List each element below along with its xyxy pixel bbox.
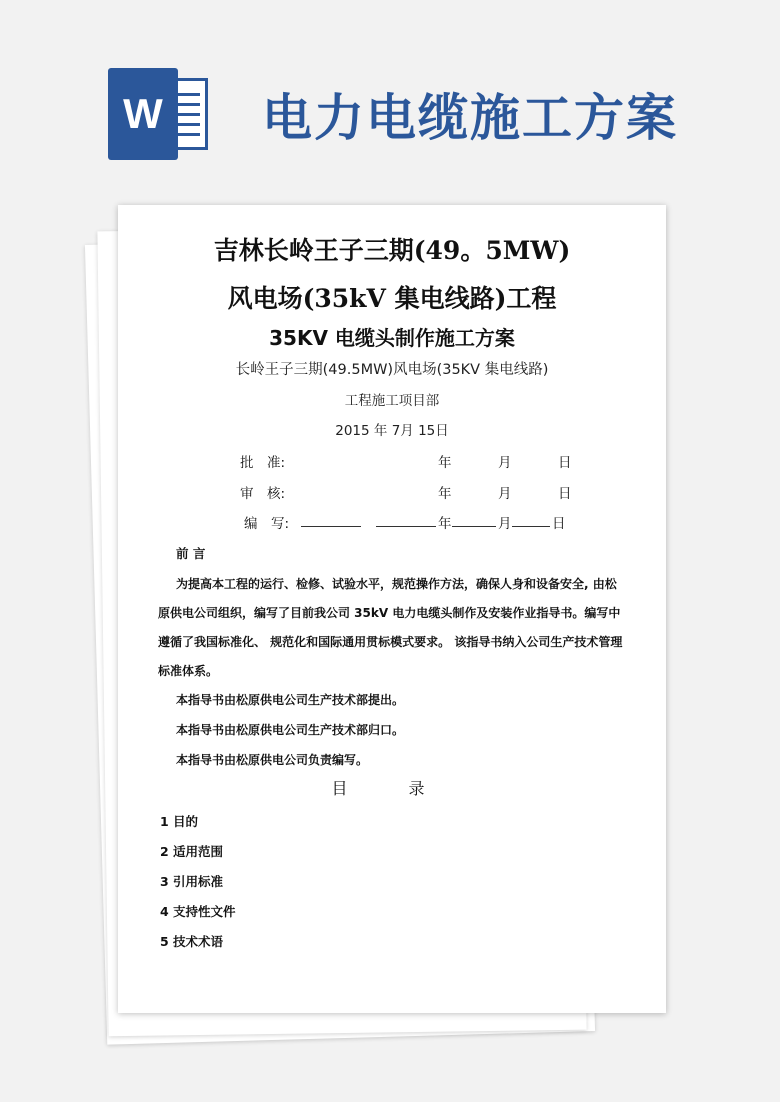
year-label: 年 bbox=[438, 516, 452, 532]
doc-subtitle: 35KV 电缆头制作施工方案 bbox=[269, 326, 515, 350]
year-label: 年 bbox=[438, 455, 452, 471]
preface-line: 原供电公司组织，编写了目前我公司 35kV 电力电缆头制作及安装作业指导书。编写中 bbox=[158, 606, 621, 620]
toc-item: 4 支持性文件 bbox=[160, 904, 236, 919]
word-letter: W bbox=[108, 68, 178, 160]
signature-label: 审 核: bbox=[240, 486, 286, 502]
toc-title: 目 录 bbox=[331, 779, 453, 798]
preface-line: 遵循了我国标准化、 规范化和国际通用贯标模式要求。 该指导书纳入公司生产技术管理 bbox=[158, 635, 623, 649]
year-label: 年 bbox=[438, 486, 452, 502]
project-name: 长岭王子三期(49.5MW)风电场(35KV 集电线路) bbox=[235, 362, 549, 378]
day-label: 日 bbox=[558, 486, 572, 502]
note-line: 本指导书由松原供电公司负责编写。 bbox=[176, 753, 369, 767]
doc-date: 2015 年 7月 15日 bbox=[335, 423, 449, 439]
month-label: 月 bbox=[498, 516, 512, 532]
day-label: 日 bbox=[558, 455, 572, 471]
word-logo bbox=[108, 68, 208, 160]
signature-underline bbox=[512, 512, 550, 527]
preface-heading: 前 言 bbox=[176, 546, 206, 561]
signature-underline bbox=[376, 512, 436, 527]
doc-title-line2: 风电场(35kV 集电线路)工程 bbox=[227, 284, 557, 313]
signature-underline bbox=[301, 512, 361, 527]
toc-item: 2 适用范围 bbox=[160, 844, 224, 859]
document-page bbox=[118, 205, 666, 1013]
note-line: 本指导书由松原供电公司生产技术部归口。 bbox=[176, 723, 405, 737]
toc-item: 5 技术术语 bbox=[160, 934, 224, 949]
preface-line: 为提高本工程的运行、检修、试验水平，规范操作方法，确保人身和设备安全, 由松 bbox=[176, 577, 617, 591]
month-label: 月 bbox=[498, 455, 512, 471]
banner-title: 电力电缆施工方案 bbox=[262, 88, 678, 147]
month-label: 月 bbox=[498, 486, 512, 502]
doc-title-line1: 吉林长岭王子三期(49。5MW) bbox=[213, 236, 571, 265]
toc-item: 1 目的 bbox=[160, 814, 199, 829]
preface-line: 标准体系。 bbox=[158, 664, 219, 678]
signature-underline bbox=[452, 512, 496, 527]
signature-label: 批 准: bbox=[240, 455, 286, 471]
note-line: 本指导书由松原供电公司生产技术部提出。 bbox=[176, 693, 405, 707]
toc-item: 3 引用标准 bbox=[160, 874, 224, 889]
day-label: 日 bbox=[552, 516, 566, 532]
department: 工程施工项目部 bbox=[344, 393, 440, 409]
signature-label: 编 写: bbox=[244, 516, 290, 532]
